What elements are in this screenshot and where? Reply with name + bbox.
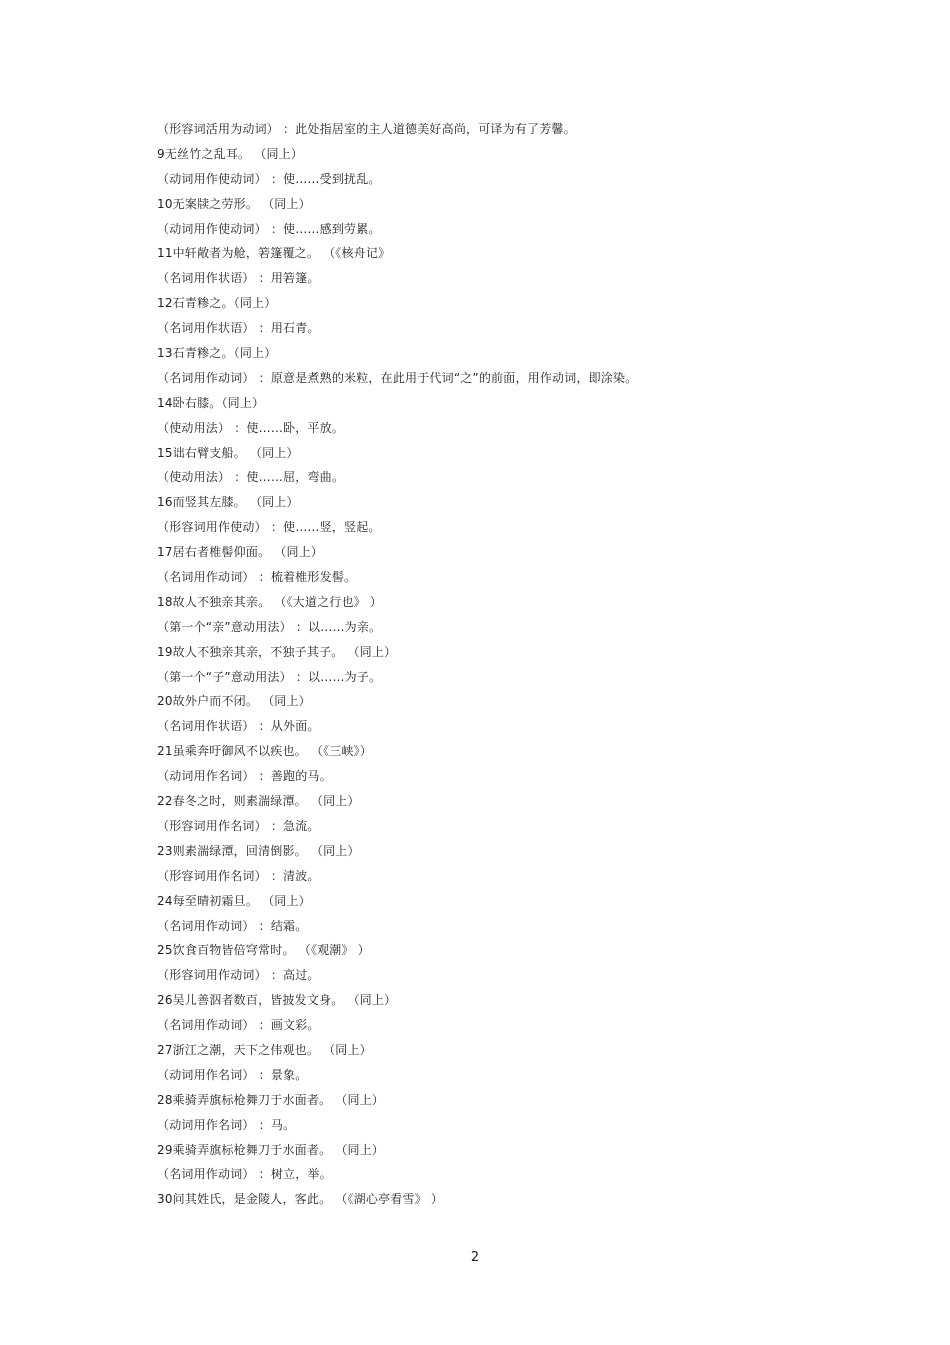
text-line: 16而竖其左膝。 （同上） [157,495,299,510]
text-line: 20故外户而不闭。 （同上） [157,694,311,709]
text-line: （名词用作状语） ：用石青。 [157,321,320,336]
text-line: （形容词用作名词） ：急流。 [157,818,320,833]
text-line: （名词用作动词） ：原意是煮熟的米粒，在此用于代词“之”的前面，用作动词，即涂染。 [157,370,638,385]
text-line: 17居右者椎髻仰面。 （同上） [157,545,324,560]
text-line: （名词用作动词） ：结霜。 [157,918,308,933]
text-line: （动词用作名词） ：马。 [157,1117,296,1132]
text-line: 15诎右臂支船。 （同上） [157,445,299,460]
text-line: （动词用作使动词） ：使……受到扰乱。 [157,171,381,186]
text-line: 14卧右膝。（同上） [157,395,265,410]
text-line: （动词用作名词） ：景象。 [157,1067,308,1082]
page-number: 2 [470,1250,480,1265]
text-line: （名词用作动词） ：树立，举。 [157,1167,332,1182]
text-line: （形容词用作名词） ：清波。 [157,868,320,883]
text-line: 23则素湍绿潭，回清倒影。 （同上） [157,843,360,858]
text-line: （名词用作状语） ：从外面。 [157,719,320,734]
text-line: 28乘骑弄旗标枪舞刀于水面者。 （同上） [157,1092,385,1107]
text-line: 11中轩敞者为舱，箬篷覆之。 （《核舟记》 [157,246,391,261]
text-line: （形容词用作使动） ：使……竖，竖起。 [157,520,381,535]
text-line: 30问其姓氏，是金陵人，客此。 （《湖心亭看雪》 ） [157,1192,444,1207]
text-line: 27浙江之潮，天下之伟观也。 （同上） [157,1042,372,1057]
text-line: 12石青糁之。（同上） [157,296,277,311]
text-line: （动词用作名词） ：善跑的马。 [157,769,332,784]
text-line: 9无丝竹之乱耳。 （同上） [157,146,304,161]
text-line: 21虽乘奔吁御风不以疾也。 （《三峡》） [157,744,373,759]
text-line: （第一个“亲”意动用法） ：以……为亲。 [157,619,382,634]
text-line: 24每至晴初霜旦。 （同上） [157,893,311,908]
text-line: 19故人不独亲其亲，不独子其子。 （同上） [157,644,397,659]
text-line: 26吴儿善泅者数百，皆披发文身。 （同上） [157,993,397,1008]
text-line: 22春冬之时，则素湍绿潭。 （同上） [157,794,360,809]
text-line: （形容词用作动词） ：高过。 [157,968,320,983]
text-line: （动词用作使动词） ：使……感到劳累。 [157,221,381,236]
text-line: 10无案牍之劳形。 （同上） [157,196,311,211]
text-line: （使动用法） ：使……卧，平放。 [157,420,345,435]
text-line: 29乘骑弄旗标枪舞刀于水面者。 （同上） [157,1142,385,1157]
text-body [157,117,877,1212]
text-line: （使动用法） ：使……屈，弯曲。 [157,470,345,485]
text-line: （名词用作动词） ：画文彩。 [157,1018,320,1033]
text-line: （形容词活用为动词） ：此处指居室的主人道德美好高尚，可译为有了芳馨。 [157,122,576,136]
text-line: （第一个“子”意动用法） ：以……为子。 [157,669,382,684]
text-line: 25饮食百物皆倍穹常时。 （《观潮》 ） [157,943,370,958]
text-line: （名词用作状语） ：用箬篷。 [157,271,320,286]
text-line: （名词用作动词） ：梳着椎形发髻。 [157,570,357,585]
text-line: 18故人不独亲其亲。 （《大道之行也》 ） [157,594,383,609]
text-line: 13石青糁之。（同上） [157,346,277,361]
